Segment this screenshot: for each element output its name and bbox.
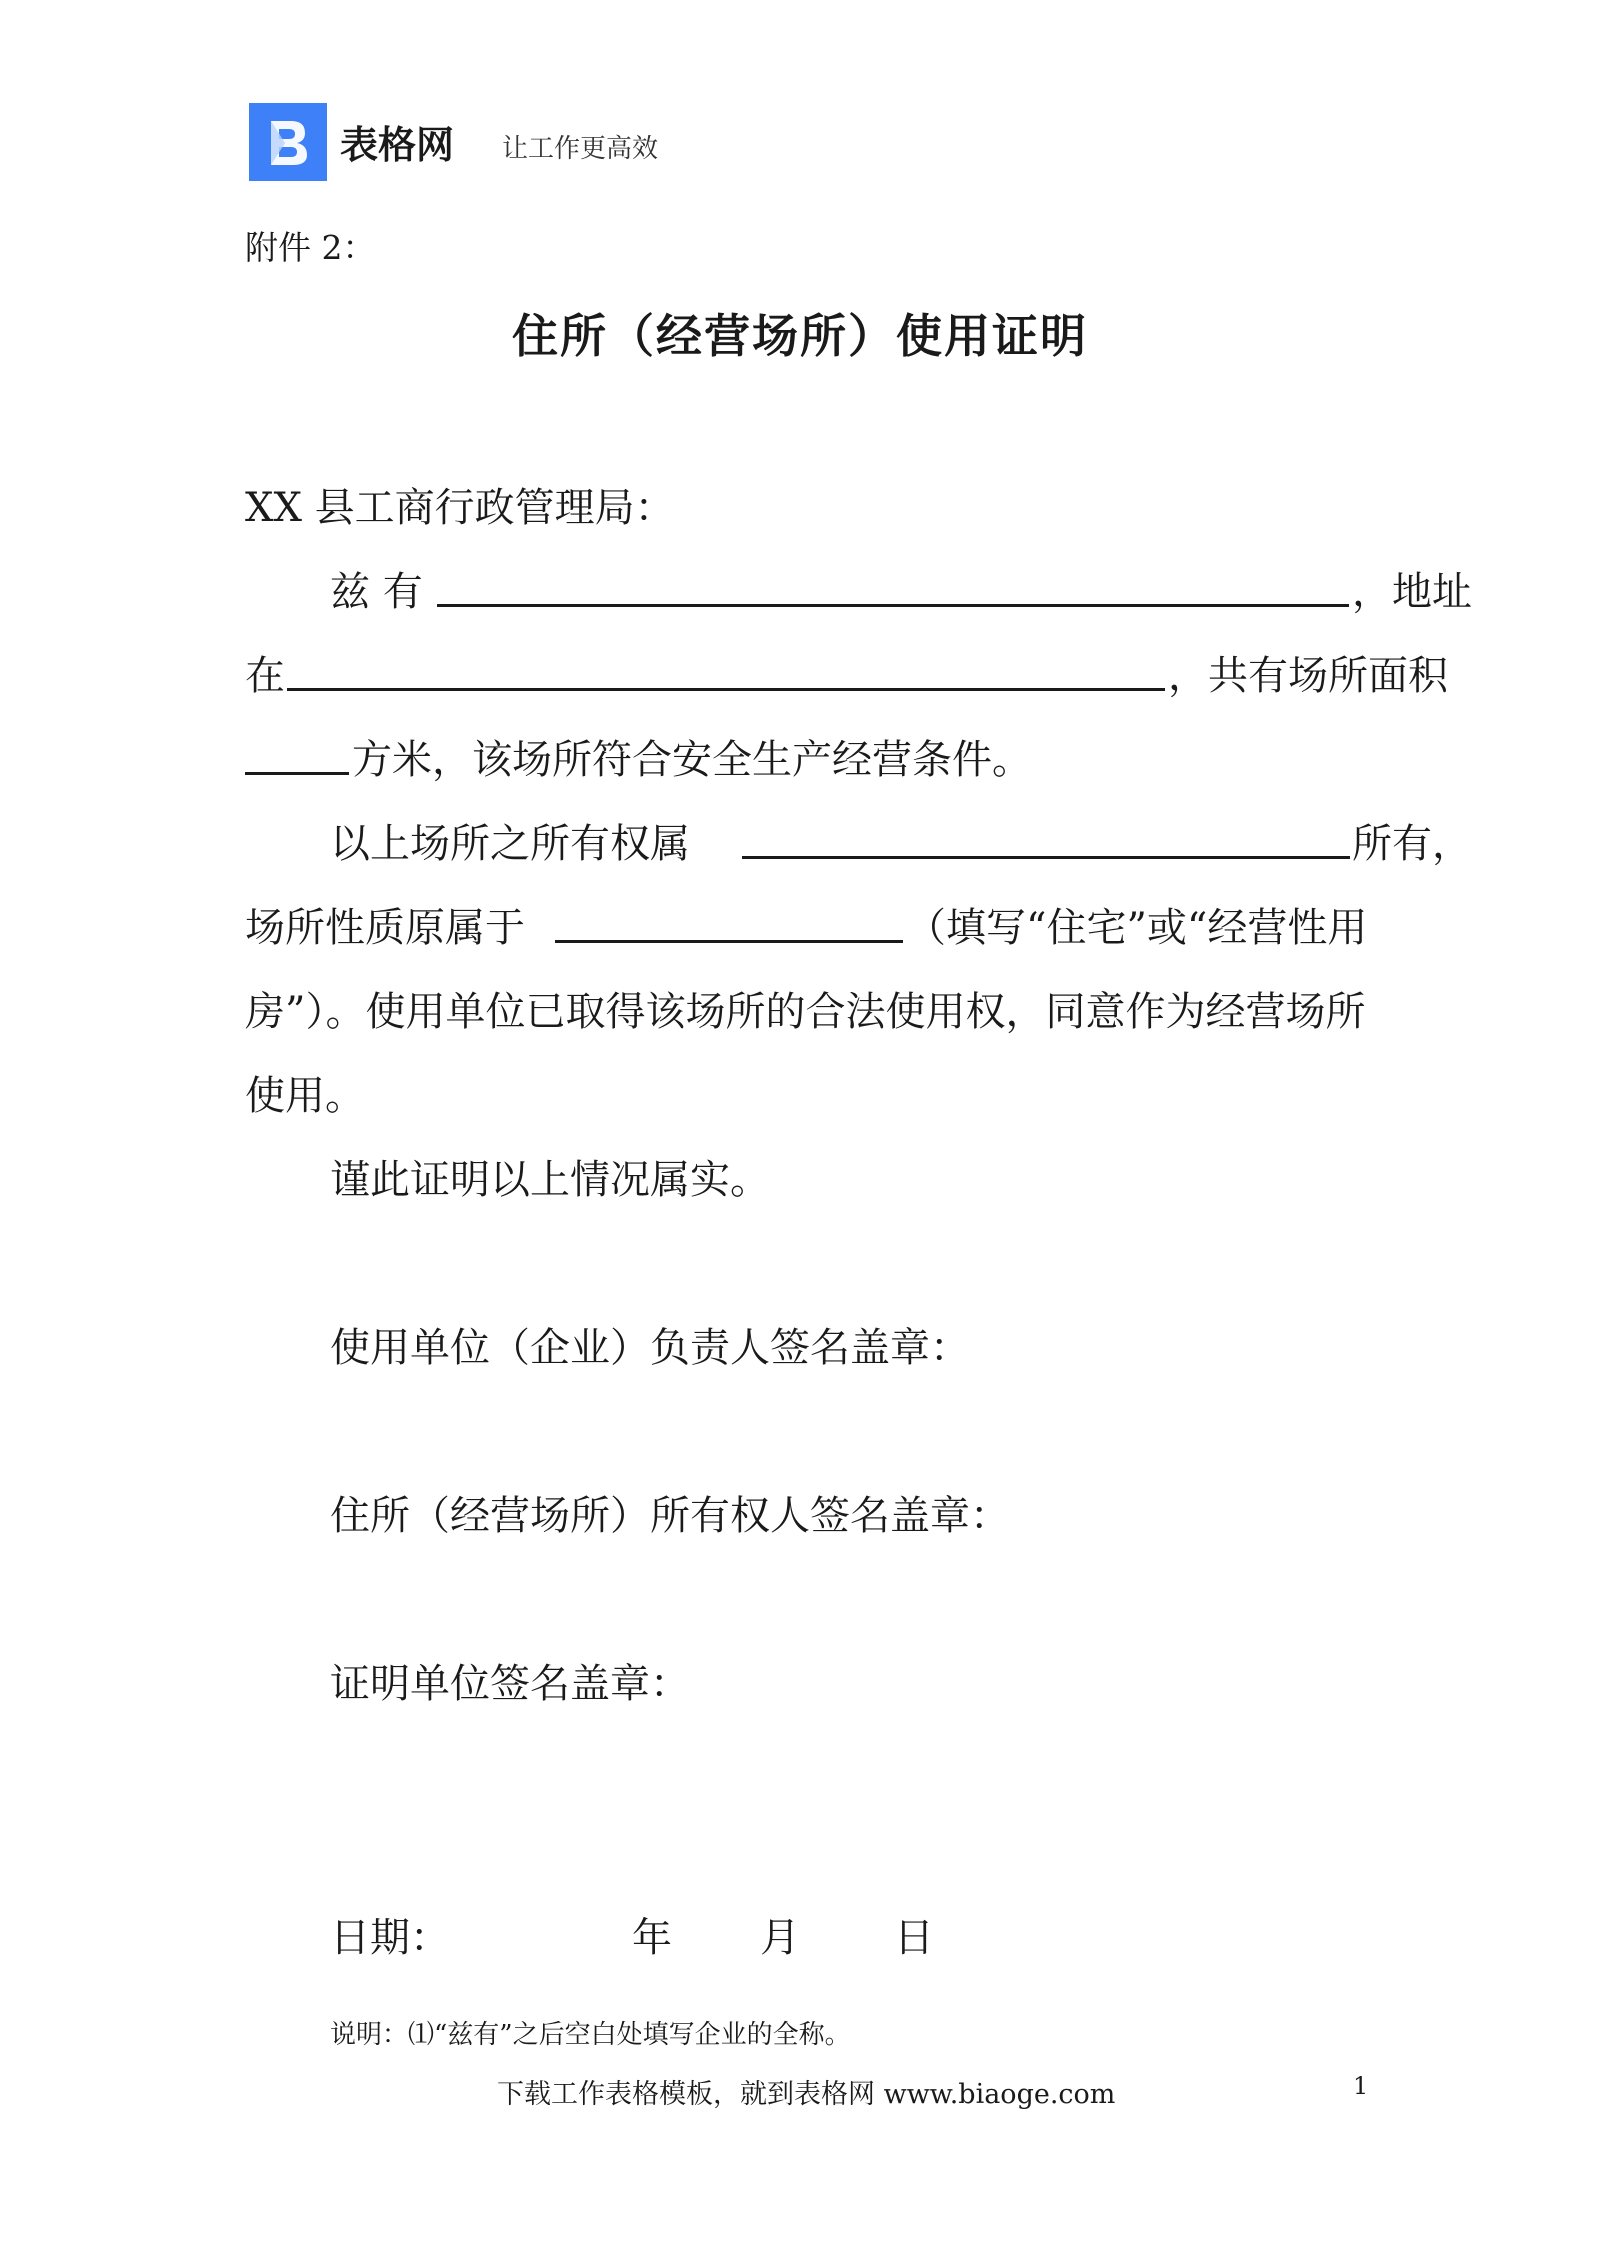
owner-prefix: 以上场所之所有权属 — [330, 821, 690, 867]
footer-text: 下载工作表格模板，就到表格网 www.biaoge.com — [497, 2079, 1116, 2110]
signature-user-unit: 使用单位（企业）负责人签名盖章： — [330, 1325, 970, 1371]
attachment-label: 附件 2： — [245, 228, 376, 267]
address-prefix: 在 — [245, 653, 285, 699]
nature-blank[interactable] — [555, 894, 903, 943]
owner-suffix: 所有， — [1352, 821, 1472, 867]
area-blank[interactable] — [245, 726, 349, 775]
address-suffix: ，地址 — [1352, 569, 1472, 615]
usage-end-line: 使用。 — [245, 1073, 365, 1119]
usage-line: 房”）。使用单位已取得该场所的合法使用权，同意作为经营场所 — [245, 989, 1366, 1035]
owner-blank[interactable] — [742, 810, 1350, 859]
brand-name: 表格网 — [340, 123, 455, 167]
address-blank[interactable] — [287, 642, 1165, 691]
logo-icon — [249, 103, 327, 181]
date-label: 日期： — [330, 1915, 450, 1961]
company-name-blank[interactable] — [437, 558, 1349, 607]
note-text: 说明：⑴“兹有”之后空白处填写企业的全称。 — [330, 2020, 851, 2050]
brand-logo — [249, 103, 327, 181]
signature-certifier: 证明单位签名盖章： — [330, 1661, 690, 1707]
document-title: 住所（经营场所）使用证明 — [512, 309, 1088, 363]
date-month: 月 — [760, 1915, 800, 1961]
certify-line: 谨此证明以上情况属实。 — [330, 1157, 770, 1203]
nature-hint: （填写“住宅”或“经营性用 — [906, 905, 1368, 951]
company-name-prefix: 兹 有 — [330, 569, 423, 615]
date-day: 日 — [894, 1915, 934, 1961]
date-year: 年 — [632, 1915, 672, 1961]
recipient-line: XX 县工商行政管理局： — [245, 485, 675, 531]
area-prefix: ，共有场所面积 — [1168, 653, 1448, 699]
nature-prefix: 场所性质原属于 — [245, 905, 525, 951]
brand-slogan: 让工作更高效 — [502, 134, 659, 164]
page-number: 1 — [1353, 2072, 1369, 2100]
area-suffix: 方米，该场所符合安全生产经营条件。 — [352, 737, 1032, 783]
signature-owner: 住所（经营场所）所有权人签名盖章： — [330, 1493, 1010, 1539]
